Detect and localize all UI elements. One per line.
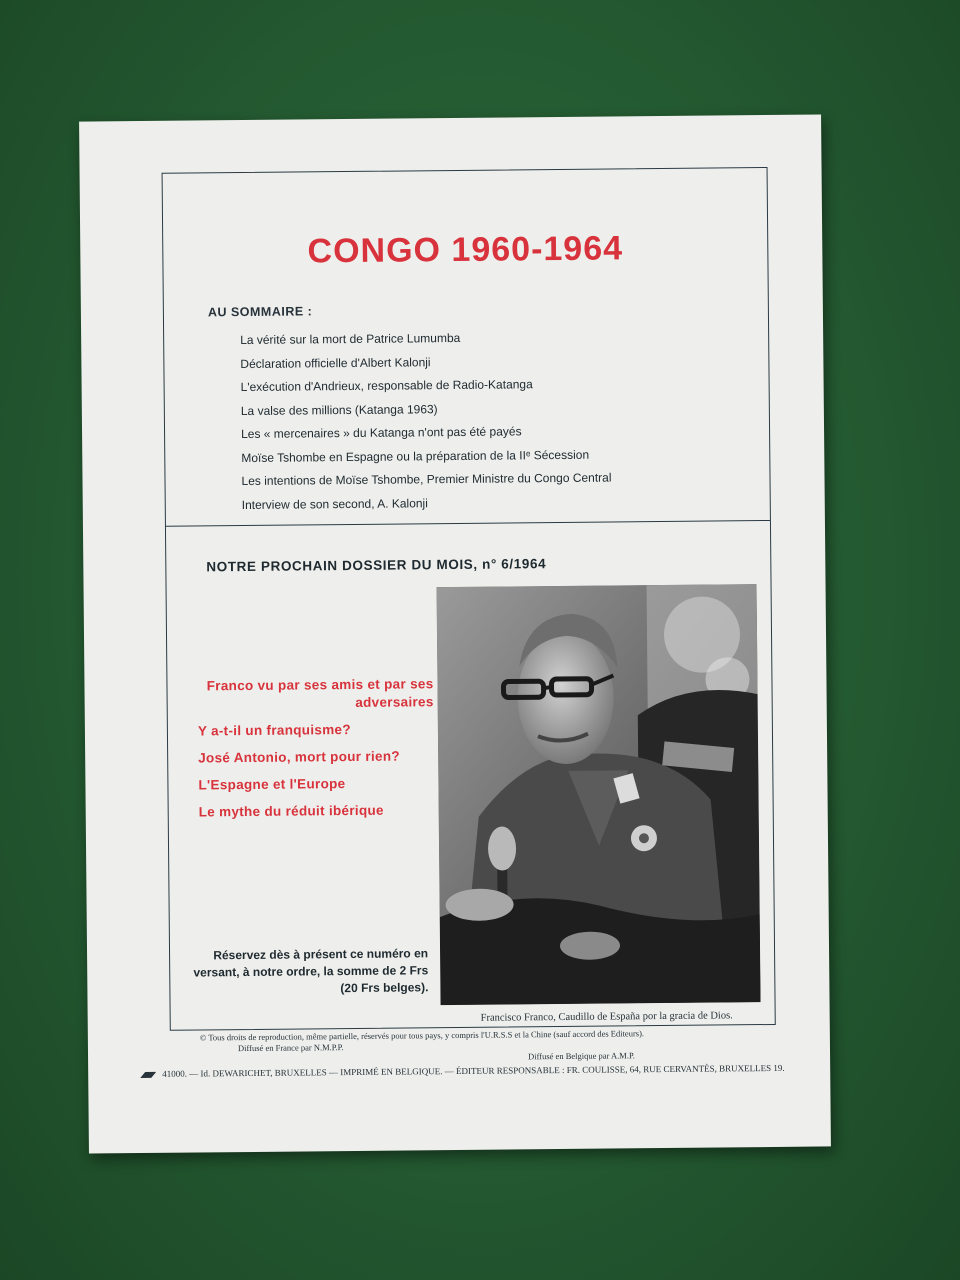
summary-label: AU SOMMAIRE : [207,304,313,320]
imprint-text: 41000. — Id. DEWARICHET, BRUXELLES — IMPRIMÉ EN BELGIQUE. — ÉDITEUR RESPONSABLE : FR. COULISSE, 64, RUE CERVANTÈS, BRUXELLES 19. [162,1062,785,1079]
photo-caption: Francisco Franco, Caudillo de España por la gracia de Dios. [480,1010,733,1024]
toc-item: Interview de son second, A. Kalonji [241,495,428,512]
topic-list [197,675,434,830]
portrait-illustration [437,584,761,1005]
next-dossier-title: NOTRE PROCHAIN DOSSIER DU MOIS, n° 6/1964 [206,556,547,575]
rights-notice: © Tous droits de reproduction, même partielle, réservés pour tous pays, y compris l'U.R.S.S et la Chine (sauf accord des Editeurs). [199,1028,645,1043]
franco-portrait-photo [437,584,761,1005]
topic-item: José Antonio, mort pour rien? [198,748,400,766]
toc-item: Les intentions de Moïse Tshombe, Premier Ministre du Congo Central [241,470,612,489]
imprint-line [140,1063,785,1079]
toc-item: L'exécution d'Andrieux, responsable de Radio-Katanga [240,377,533,395]
topic-item: L'Espagne et l'Europe [198,776,346,793]
topic-item: Y a-t-il un franquisme? [197,722,351,739]
toc-item: La vérité sur la mort de Patrice Lumumba [240,330,461,348]
distribution-france: Diffusé en France par N.M.P.P. [237,1042,344,1054]
section-divider [166,520,770,527]
toc-item: Déclaration officielle d'Albert Kalonji [240,354,431,371]
reservation-notice: Réservez dès à présent ce numéro en versant, à notre ordre, la somme de 2 Frs (20 Frs belges). [193,946,429,996]
distribution-belgium: Diffusé en Belgique par A.M.P. [528,1050,635,1062]
table-of-contents [240,325,612,517]
printer-mark-icon [140,1071,156,1079]
page-title: CONGO 1960-1964 [307,229,624,271]
toc-item: Les « mercenaires » du Katanga n'ont pas été payés [241,424,522,442]
topic-item: Le mythe du réduit ibérique [198,802,384,820]
toc-item: Moïse Tshombe en Espagne ou la préparation de la IIᵉ Sécession [241,447,590,465]
content-frame [162,167,776,1031]
toc-item: La valse des millions (Katanga 1963) [240,401,438,418]
topic-item: Franco vu par ses amis et par ses adversaires [206,676,434,710]
magazine-back-cover [79,114,831,1153]
